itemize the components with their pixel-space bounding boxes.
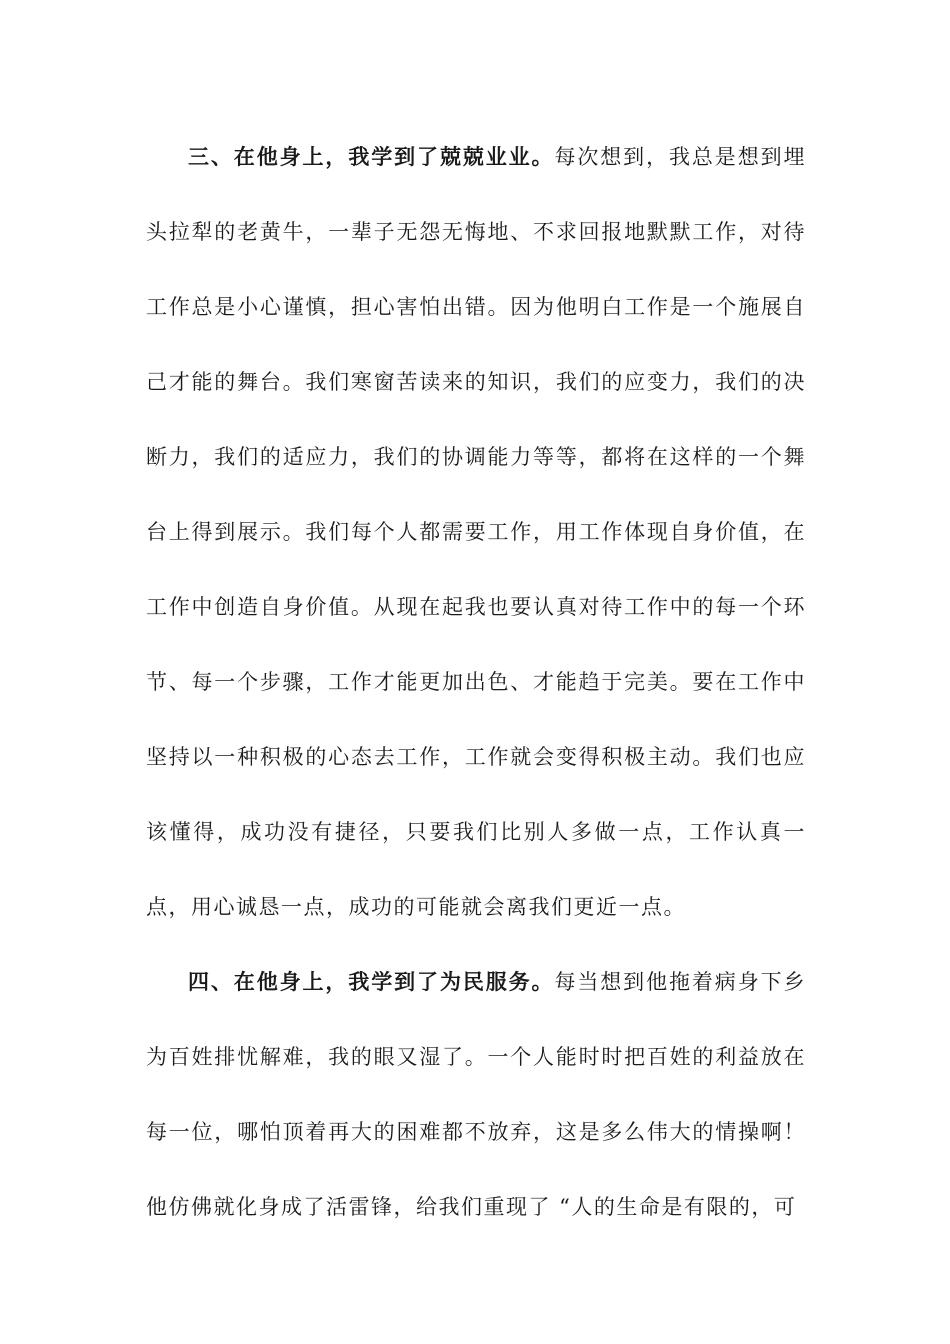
paragraph-4 — [146, 945, 806, 1245]
paragraph-3 — [146, 120, 806, 945]
document-body — [146, 120, 806, 1245]
paragraph-3-heading: 三、在他身上，我学到了兢兢业业。 — [188, 145, 555, 169]
paragraph-4-heading: 四、在他身上，我学到了为民服务。 — [188, 970, 555, 994]
paragraph-4-text: 每当想到他拖着病身下乡为百姓排忧解难，我的眼又湿了。一个人能时时把百姓的利益放在每一位，哪怕顶着再大的困难都不放弃，这是多么伟大的情操啊！他仿佛就化身成了活雷锋，给我们重现了 “人的生命是有限的，可 — [146, 970, 807, 1219]
paragraph-3-text: 每次想到，我总是想到埋头拉犁的老黄牛，一辈子无怨无悔地、不求回报地默默工作，对待工作总是小心谨慎，担心害怕出错。因为他明白工作是一个施展自己才能的舞台。我们寒窗苦读来的知识，我们的应变力，我们的决断力，我们的适应力，我们的协调能力等等，都将在这样的一个舞台上得到展示。我们每个人都需要工作，用工作体现自身价值，在工作中创造自身价值。从现在起我也要认真对待工作中的每一个环节、每一个步骤，工作才能更加出色、才能趋于完美。要在工作中坚持以一种积极的心态去工作，工作就会变得积极主动。我们也应该懂得，成功没有捷径，只要我们比别人多做一点，工作认真一点，用心诚恳一点，成功的可能就会离我们更近一点。 — [146, 145, 807, 919]
